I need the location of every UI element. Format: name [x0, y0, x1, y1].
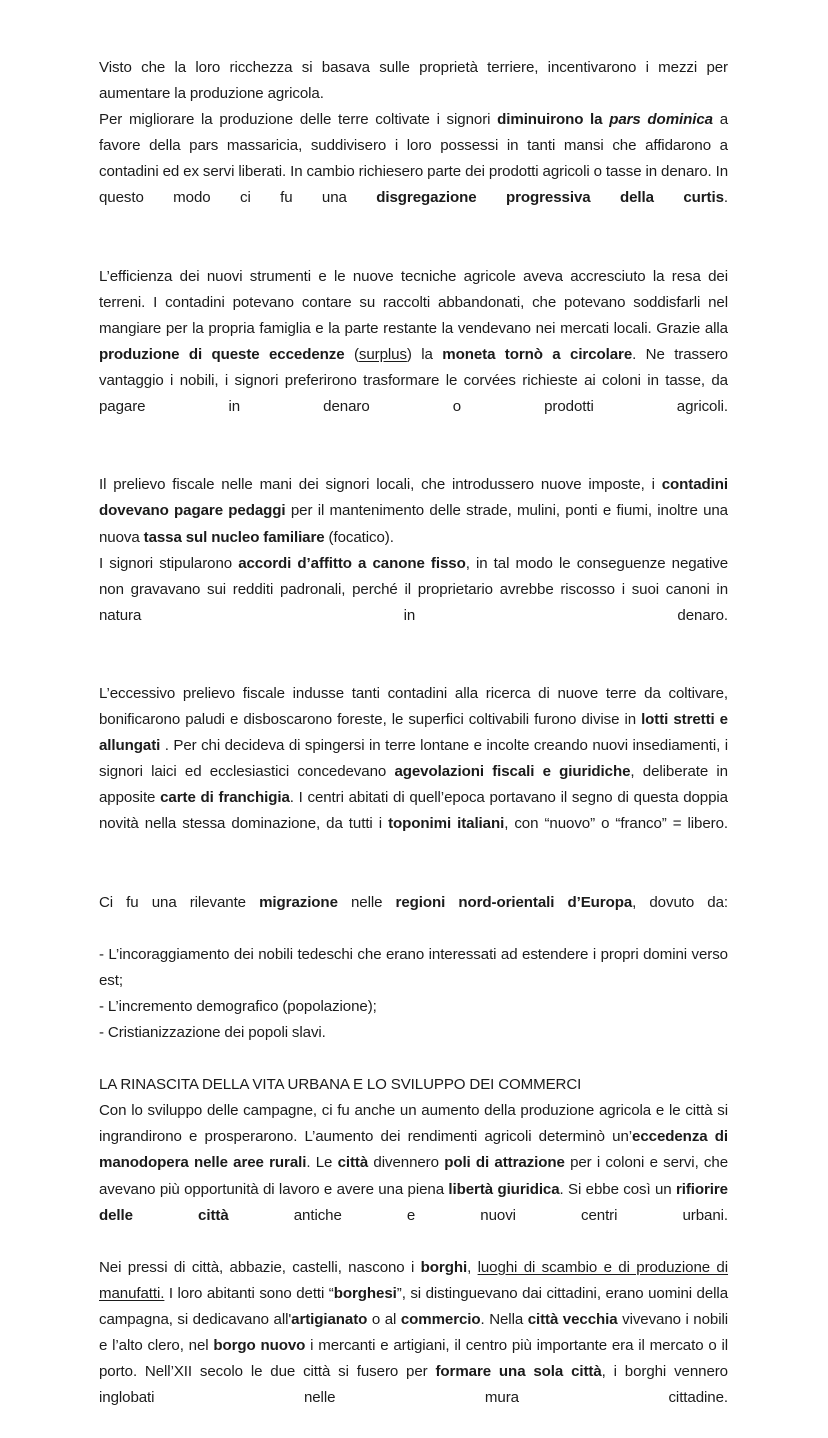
text-run: . Le — [306, 1154, 338, 1172]
text-run: , i borghi vennero inglobati nelle mura cittadine. — [99, 1363, 728, 1407]
bold-run: agevolazioni fiscali e giuridiche — [394, 763, 631, 781]
text-run: vivevano i nobili e l’alto clero, nel — [99, 1311, 729, 1355]
bold-run: carte di franchigia — [160, 789, 290, 807]
text-run: nelle — [337, 893, 396, 911]
text-run: antiche e nuovi centri urbani. — [228, 1206, 728, 1224]
paragraph-3 — [99, 472, 728, 655]
paragraph-gap — [99, 446, 728, 472]
text-run: . — [723, 189, 728, 207]
list-item: - L’incoraggiamento dei nobili tedeschi che erano interessati ad estendere i propri domini verso est; — [99, 945, 728, 989]
section-heading: LA RINASCITA DELLA VITA URBANA E LO SVILUPPO DEI COMMERCI — [99, 1076, 582, 1094]
paragraph-7 — [99, 1255, 728, 1438]
underlined-run: surplus — [358, 345, 407, 363]
text-run: per il mantenimento delle strade, mulini, ponti e fiumi, inoltre una nuova — [99, 502, 728, 546]
bold-run: diminuirono la — [497, 111, 610, 129]
text-run: a favore della pars massaricia, suddivisero i loro possessi in tanti mansi che affidarono a contadini ed ex servi liberati. In cambio richiesero parte dei prodotti agricoli o tasse in denaro. In questo modo ci fu una — [99, 111, 728, 207]
bold-run: lotti stretti e allungati — [99, 711, 728, 755]
text-run: ) la — [406, 345, 443, 363]
bold-run: borghesi — [333, 1284, 397, 1302]
paragraph-1 — [99, 55, 728, 238]
paragraph-gap — [99, 655, 728, 681]
text-run: , dovuto da: — [632, 893, 728, 911]
text-run: Per migliorare la produzione delle terre coltivate i signori — [99, 111, 498, 129]
bold-run: contadini dovevano pagare pedaggi — [99, 476, 728, 520]
bold-run: eccedenza di manodopera nelle aree rurali — [99, 1128, 728, 1172]
bold-run: borghi — [420, 1258, 468, 1276]
bold-run: rifiorire delle città — [99, 1180, 728, 1224]
list-item: - Cristianizzazione dei popoli slavi. — [99, 1024, 326, 1042]
bold-run: città vecchia — [527, 1311, 618, 1329]
bold-run: borgo nuovo — [213, 1337, 306, 1355]
underlined-run: luoghi di scambio e di produzione di manufatti. — [99, 1258, 729, 1302]
paragraph-2 — [99, 264, 728, 447]
paragraph-6 — [99, 1098, 728, 1255]
text-run: I loro abitanti sono detti “ — [164, 1284, 334, 1302]
bold-run: libertà giuridica — [448, 1180, 560, 1198]
text-run: Ci fu una rilevante — [99, 893, 260, 911]
text-run: Con lo sviluppo delle campagne, ci fu anche un aumento della produzione agricola e le città si ingrandirono e prosperarono. L’aumento dei rendimenti agricoli determinò un’ — [99, 1102, 728, 1146]
bold-run: artigianato — [291, 1311, 368, 1329]
paragraph-gap — [99, 1046, 728, 1072]
text-run: . I centri abitati di quell’epoca portavano il segno di questa doppia novità nella stessa dominazione, da tutti i — [99, 789, 728, 833]
text-run: (focatico). — [324, 528, 394, 546]
bold-run: toponimi italiani — [388, 815, 505, 833]
bold-run: città — [337, 1154, 369, 1172]
document-body — [99, 55, 728, 1438]
bold-italic-run: pars dominica — [609, 111, 713, 129]
bold-run: commercio — [400, 1311, 481, 1329]
text-run: I signori stipularono — [99, 554, 239, 572]
bold-run: produzione di queste eccedenze — [99, 345, 345, 363]
text-run: L’eccessivo prelievo fiscale indusse tanti contadini alla ricerca di nuove terre da coltivare, bonificarono paludi e disboscarono foreste, le superfici coltivabili furono divise in — [99, 684, 728, 729]
bold-run: moneta tornò a circolare — [442, 345, 633, 363]
text-run: L’efficienza dei nuovi strumenti e le nuove tecniche agricole aveva accresciuto la resa dei terreni. I contadini potevano contare su raccolti abbandonati, che potevano soddisfarli nel mangiare per la propria famiglia e la parte restante la vendevano nei mercati locali. Grazie alla — [99, 267, 728, 337]
paragraph-gap — [99, 238, 728, 264]
bold-run: formare una sola città — [435, 1363, 602, 1381]
list-item: - L’incremento demografico (popolazione); — [99, 998, 377, 1015]
paragraph-gap — [99, 864, 728, 890]
text-run: , — [467, 1258, 478, 1276]
text-run: Visto che la loro ricchezza si basava sulle proprietà terriere, incentivarono i mezzi per aumentare la produzione agricola. — [99, 59, 728, 103]
text-run: o al — [367, 1311, 401, 1329]
text-run: Nei pressi di città, abbazie, castelli, nascono i — [99, 1258, 421, 1276]
paragraph-5 — [99, 890, 728, 942]
bold-run: disgregazione progressiva della curtis — [376, 189, 724, 207]
paragraph-4 — [99, 681, 728, 864]
text-run: , in tal modo le conseguenze negative non gravavano sui redditi padronali, perché il proprietario avrebbe riscosso i suoi canoni in natura in denaro. — [99, 554, 728, 624]
text-run: i mercanti e artigiani, il centro più importante era il mercato o il porto. Nell’XII secolo le due città si fusero per — [99, 1337, 728, 1381]
bold-run: regioni nord-orientali d’Europa — [395, 893, 633, 911]
text-run: . Ne trassero vantaggio i nobili, i signori preferirono trasformare le corvées richieste ai coloni in tasse, da pagare in denaro o prodotti agricoli. — [99, 345, 728, 416]
text-run: . Nella — [480, 1311, 528, 1329]
text-run: , con “nuovo” o “franco” = libero. — [504, 815, 729, 833]
text-run: divennero — [368, 1154, 445, 1172]
text-run: . Si ebbe così un — [559, 1180, 676, 1198]
text-run: . Per chi decideva di spingersi in terre lontane e incolte creando nuovi insediamenti, i signori laici ed ecclesiastici concedevano — [99, 737, 728, 781]
bold-run: migrazione — [259, 893, 338, 911]
bold-run: accordi d’affitto a canone fisso — [238, 554, 466, 572]
text-run: ( — [344, 345, 359, 363]
text-run: Il prelievo fiscale nelle mani dei signori locali, che introdussero nuove imposte, i — [99, 476, 662, 494]
text-run: per i coloni e servi, che avevano più opportunità di lavoro e avere una piena — [99, 1154, 728, 1198]
bold-run: poli di attrazione — [444, 1154, 565, 1172]
text-run: ”, si distinguevano dai cittadini, erano uomini della campagna, si dedicavano all' — [99, 1284, 728, 1329]
bold-run: tassa sul nucleo familiare — [143, 528, 325, 546]
text-run: , deliberate in apposite — [99, 763, 728, 807]
